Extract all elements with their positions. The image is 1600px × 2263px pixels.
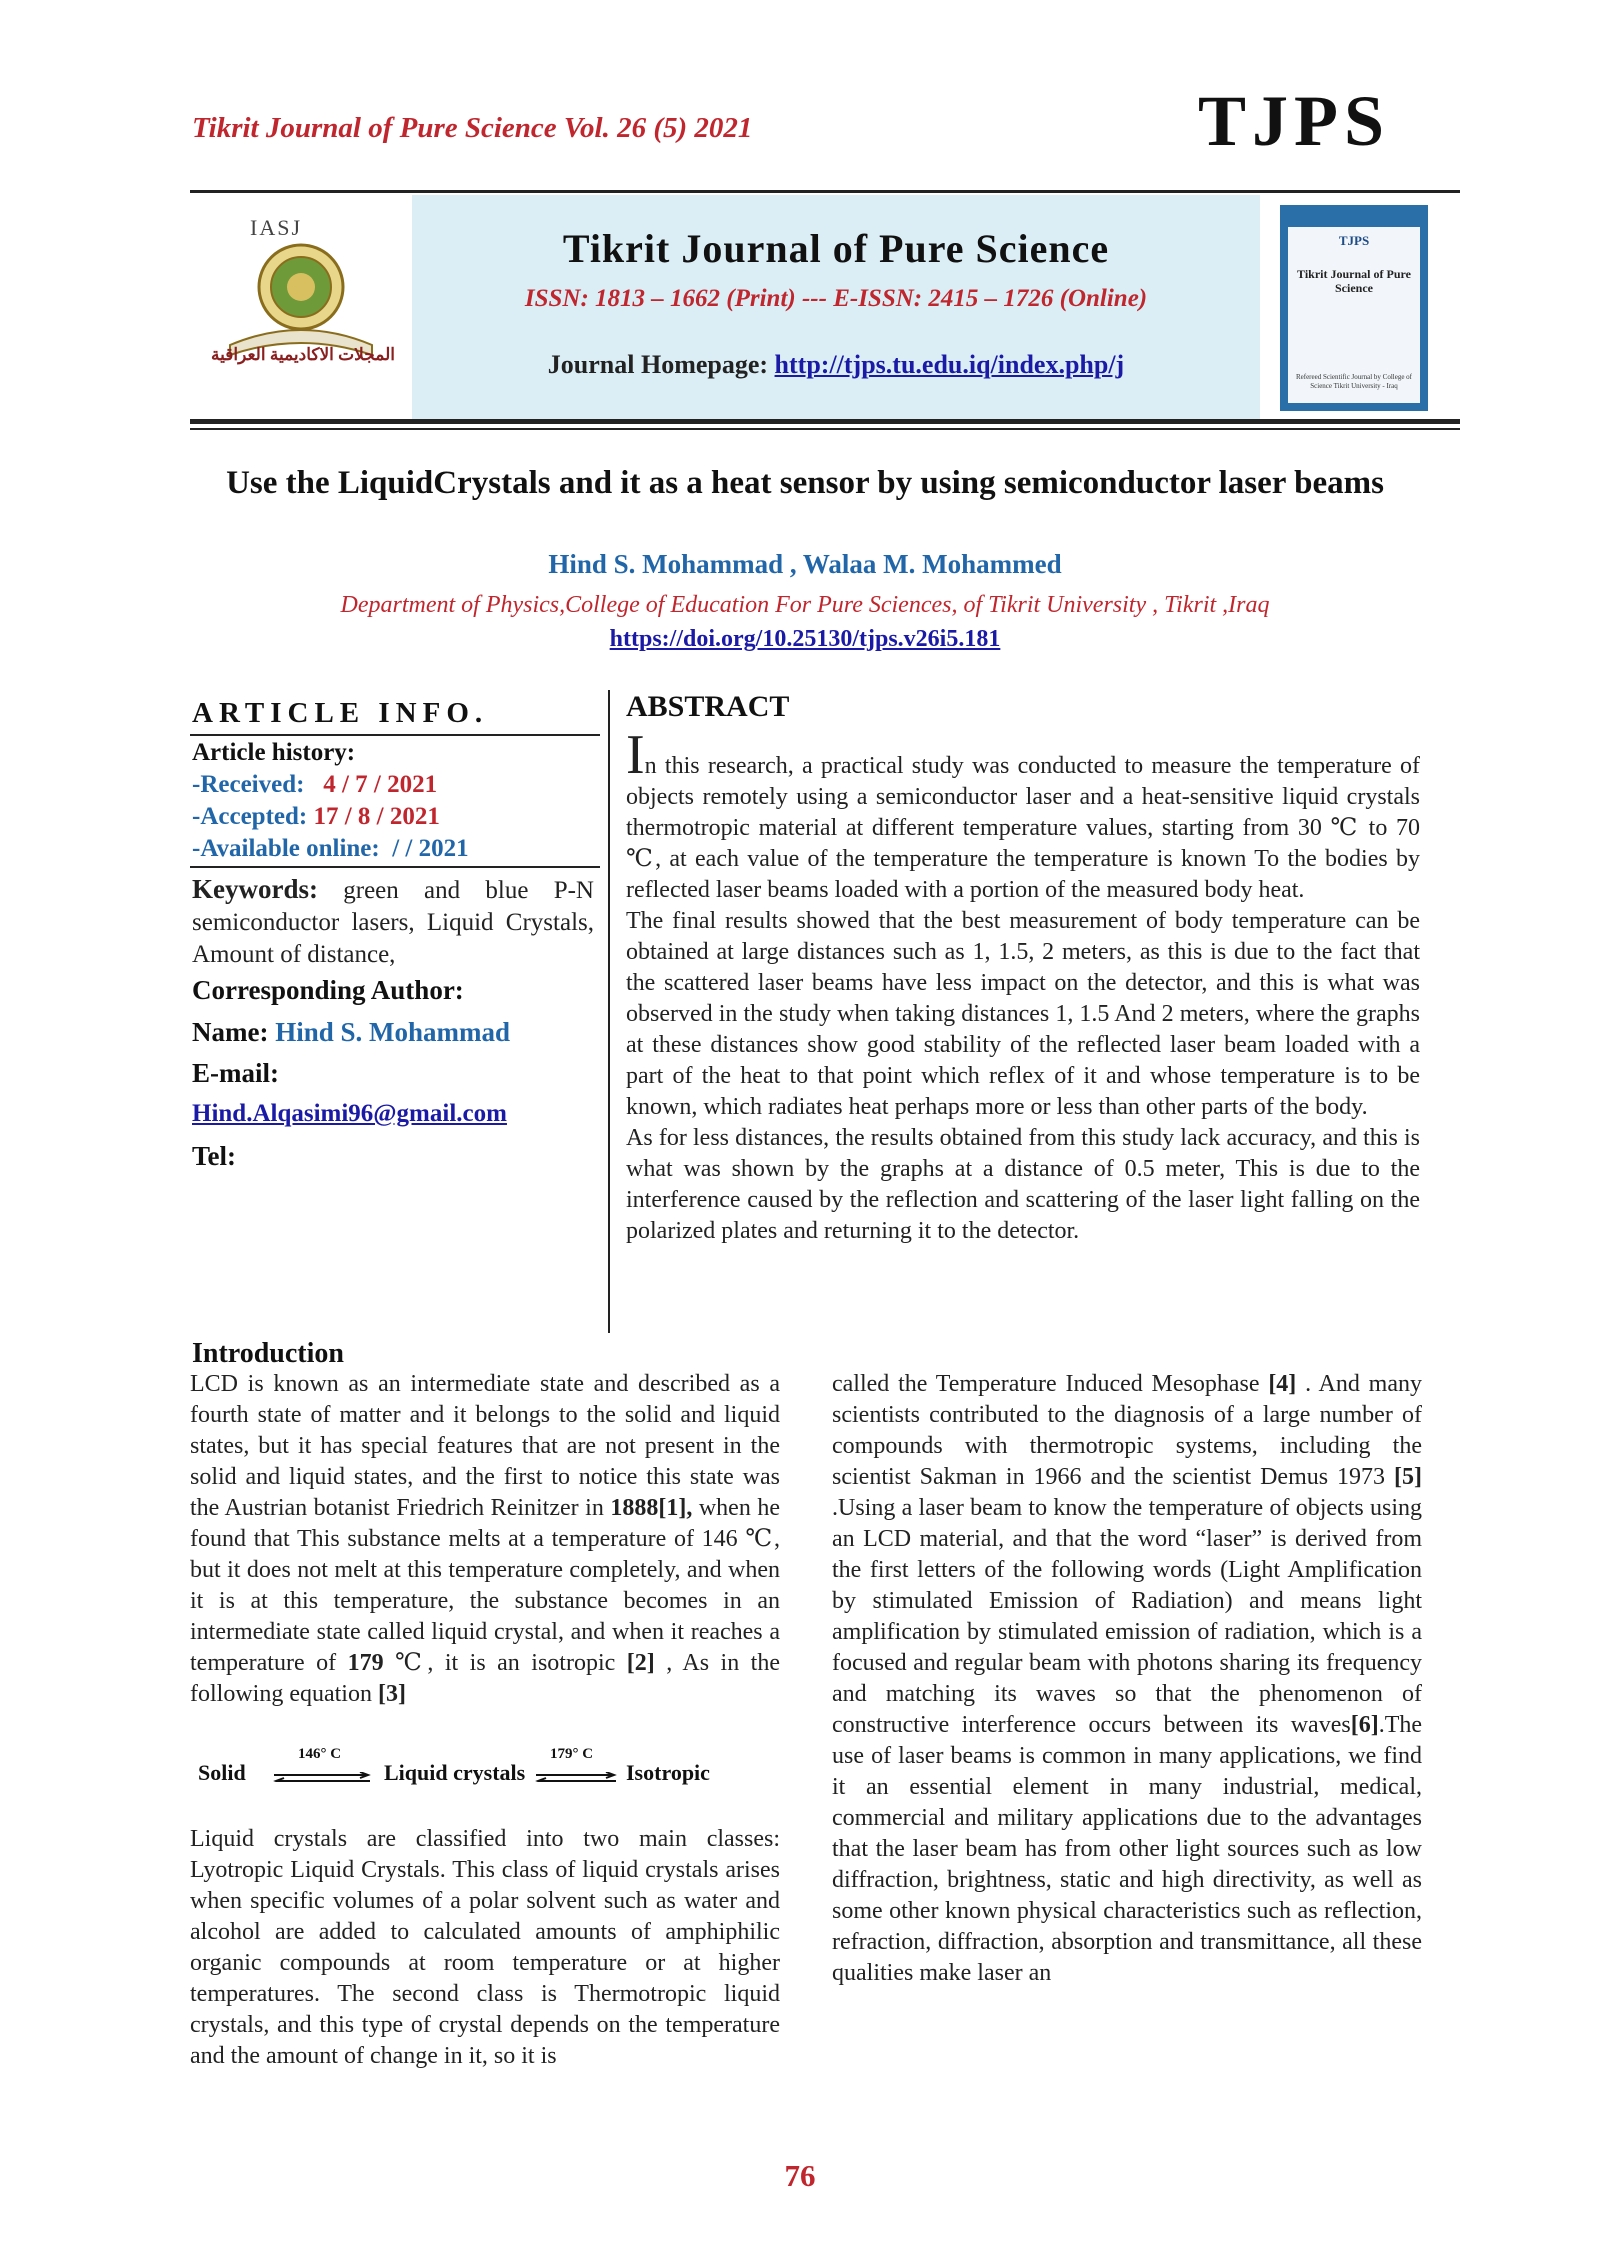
corresponding-author-label: Corresponding Author:: [192, 975, 464, 1005]
cover-image: [1280, 205, 1428, 411]
journal-cover: [1260, 195, 1460, 419]
intro-paragraph: Liquid crystals are classified into two main classes: Lyotropic Liquid Crystals. This class of liquid crystals arises when specific volumes of a polar solvent such as water and alcohol are added to calculated amounts of amphiphilic organic compounds at room temperature or at higher temperatures. The second class is Thermotropic liquid crystals, and this type of crystal depends on the temperature and the amount of change in it, so it is: [190, 1826, 780, 2069]
intro-left-column: [190, 1369, 780, 1710]
keywords-text: green and blue P-N semiconductor lasers, Liquid Crystals, Amount of distance,: [192, 877, 594, 968]
article-title: Use the LiquidCrystals and it as a heat sensor by using semiconductor laser beams: [226, 465, 1384, 501]
abstract-body: [626, 724, 1420, 1247]
running-head: Tikrit Journal of Pure Science Vol. 26 (5) 2021: [192, 112, 753, 144]
intro-paragraph: LCD is known as an intermediate state and described as a fourth state of matter and it belongs to the solid and liquid states, but it has special features that are not present in the solid and liquid states, and the first to notice this state was the Austrian botanist Friedrich Reinitzer in 1888[1], when he found that This substance melts at a temperature of 146 ℃, but it does not melt at this temperature completely, and when it is at this temperature, the substance becomes in an intermediate state called liquid crystal, and when it reaches a temperature of 179 ℃, it is an isotropic [2] , As in the following equation [3]: [190, 1371, 781, 1707]
tjps-logo: TJPS: [1198, 81, 1391, 161]
intro-left-column-continued: [190, 1800, 780, 2096]
banner-rule-thin: [190, 428, 1460, 430]
homepage-label: Journal Homepage:: [547, 350, 769, 379]
info-rule: [190, 866, 600, 868]
iasj-arabic-label: المجلات الاكاديمية العراقية: [211, 345, 395, 364]
keywords-label: Keywords:: [192, 874, 318, 904]
received-date: -Received: 4 / 7 / 2021: [192, 771, 438, 798]
abstract-paragraph: In this research, a practical study was conducted to measure the temperature of objects remotely using a semiconductor laser and a heat-sensitive liquid crystals thermotropic material at different temperature values, starting from 30 ℃ to 70 ℃, at each value of the temperature the temperature is known To the bodies by reflected laser beams loaded with a portion of the measured body heat.: [626, 724, 1420, 903]
tel-label: Tel:: [192, 1141, 237, 1171]
eq-liquid-crystals: Liquid crystals: [384, 1760, 526, 1785]
cover-foot: Refereed Scientific Journal by College of Science Tikrit University - Iraq: [1295, 373, 1413, 390]
abstract-paragraph: As for less distances, the results obtained from this study lack accuracy, and this is what was shown by the graphs at a distance of 0.5 meter, This is due to the interference caused by the reflection and scattering of the laser light falling on the polarized plates and returning it to the detector.: [626, 1125, 1420, 1244]
column-divider: [608, 690, 610, 1333]
homepage-link[interactable]: http://tjps.tu.edu.iq/index.php/j: [774, 350, 1125, 379]
cover-title: Tikrit Journal of Pure Science: [1297, 267, 1411, 295]
abstract-heading: ABSTRACT: [626, 690, 790, 723]
cover-tjps: TJPS: [1338, 233, 1370, 248]
keywords: [192, 873, 594, 971]
equilibrium-arrow-icon: [272, 1772, 372, 1782]
eq-temp-2: 179° C: [550, 1746, 594, 1762]
iasj-logo: [190, 195, 412, 419]
email-link[interactable]: Hind.Alqasimi96@gmail.com: [192, 1100, 507, 1127]
article-affiliation: Department of Physics,College of Education For Pure Sciences, of Tikrit University , Tikrit ,Iraq: [340, 592, 1270, 618]
journal-banner: [190, 195, 1460, 419]
history-label: Article history:: [192, 739, 356, 766]
banner-center: [412, 195, 1260, 419]
intro-paragraph: called the Temperature Induced Mesophase [4] . And many scientists contributed to the diagnosis of a large number of compounds with thermotropic systems, including the scientist Sakman in 1966 and the scientist Demus 1973 [5] .Using a laser beam to know the temperature of objects using an LCD material, and that the word “laser” is derived from the first letters of the following words (Light Amplification by stimulated Emission of Radiation) and means light amplification by stimulated emission of radiation, which is a focused and regular beam with photons sharing its frequency and matching its waves so that the phenomenon of constructive interference occurs between its waves[6].The use of laser beams is common in many applications, we find it an essential element in many industrial, medical, commercial and military applications due to the advantages that the laser beam has from other light sources such as low diffraction, brightness, static and high directivity, as well as some other known physical characteristics such as reflection, refraction, diffraction, absorption and transmittance, all these qualities make laser an: [832, 1371, 1422, 1986]
article-authors: Hind S. Mohammad , Walaa M. Mohammed: [548, 549, 1062, 579]
accepted-date: -Accepted: 17 / 8 / 2021: [192, 803, 440, 830]
journal-name: Tikrit Journal of Pure Science: [562, 226, 1110, 271]
introduction-heading: Introduction: [192, 1338, 344, 1369]
banner-rule-thick: [190, 419, 1460, 424]
issn: ISSN: 1813 – 1662 (Print) --- E-ISSN: 2415 – 1726 (Online): [524, 285, 1148, 312]
email-label: E-mail:: [192, 1058, 279, 1088]
article-info-heading: ARTICLE INFO.: [192, 697, 489, 729]
intro-right-column: [832, 1369, 1422, 1989]
eq-temp-1: 146° C: [298, 1746, 342, 1762]
header-rule: [190, 190, 1460, 193]
equilibrium-arrow-icon: [534, 1772, 618, 1782]
homepage: [412, 350, 1260, 380]
iasj-label: IASJ: [250, 215, 303, 240]
eq-isotropic: Isotropic: [626, 1760, 710, 1785]
phase-equation: [198, 1746, 710, 1788]
author-name: Name: Hind S. Mohammad: [192, 1017, 511, 1047]
page-number: 76: [784, 2158, 816, 2193]
info-rule: [190, 734, 600, 736]
abstract-paragraph: The final results showed that the best measurement of body temperature can be obtained at large distances such as 1, 1.5, 2 meters, as this is due to the fact that the scattered laser beams have less impact on the detector, and this is what was observed in the study when taking distances 1, 1.5 And 2 meters, where the graphs at these distances show good stability of the reflected laser beam loaded with a part of the heat to that point which reflex of it and whose temperature is to be known, which radiates heat perhaps more or less than other parts of the body.: [626, 908, 1420, 1120]
eq-solid: Solid: [198, 1760, 246, 1785]
available-date: -Available online: / / 2021: [192, 835, 469, 862]
dropcap: I: [626, 724, 645, 786]
doi-link[interactable]: https://doi.org/10.25130/tjps.v26i5.181: [609, 626, 1001, 652]
